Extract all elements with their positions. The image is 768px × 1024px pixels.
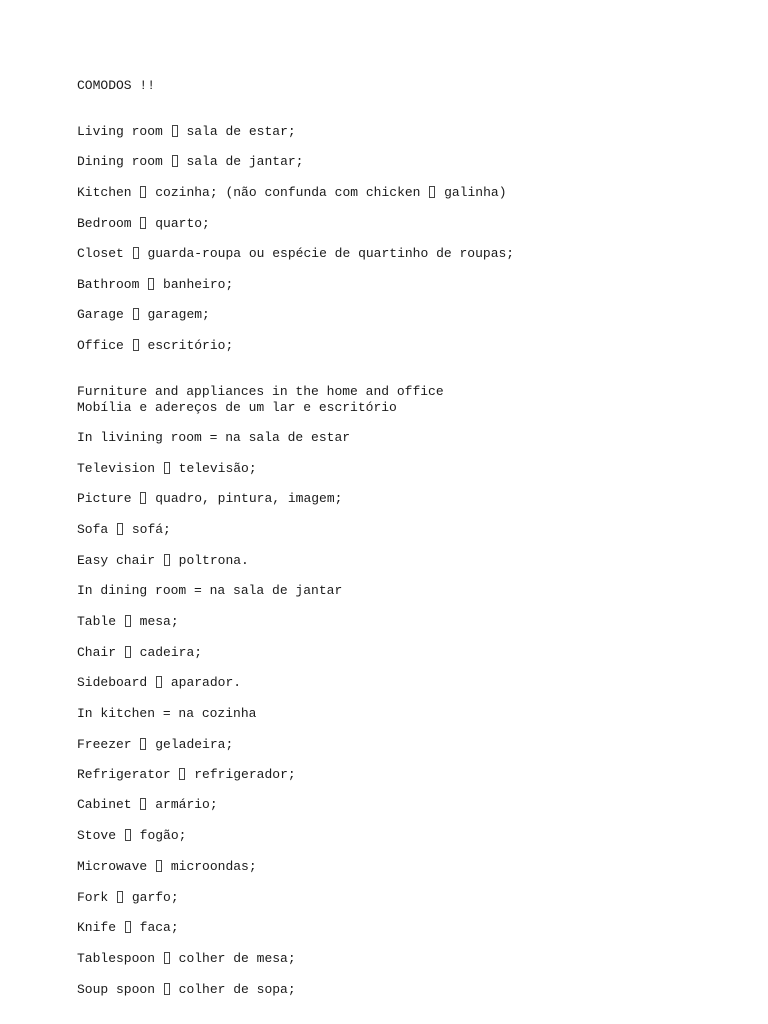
- vocab-line-bedroom: [77, 216, 210, 231]
- vocab-term: Sideboard: [77, 675, 148, 690]
- vocab-term: Closet: [77, 246, 124, 261]
- subsection-heading-dining-room: In dining room = na sala de jantar: [77, 583, 343, 598]
- vocab-translation: sala de jantar;: [186, 154, 304, 169]
- missing-glyph-icon: [172, 155, 178, 167]
- missing-glyph-icon: [117, 523, 123, 535]
- vocab-line-refrigerator: [77, 767, 296, 782]
- vocab-term: Microwave: [77, 859, 148, 874]
- vocab-term: Fork: [77, 890, 109, 905]
- missing-glyph-icon: [148, 278, 154, 290]
- vocab-translation: cadeira;: [139, 645, 203, 660]
- vocab-line-office: [77, 338, 233, 353]
- vocab-line-easy-chair: [77, 553, 249, 568]
- vocab-translation: colher de sopa;: [178, 982, 296, 997]
- vocab-line-sideboard: [77, 675, 241, 690]
- vocab-term: Cabinet: [77, 797, 132, 812]
- vocab-line-tablespoon: [77, 951, 296, 966]
- vocab-translation: guarda-roupa ou espécie de quartinho de roupas;: [147, 246, 515, 261]
- vocab-term: Stove: [77, 828, 117, 843]
- vocab-line-cabinet: [77, 797, 218, 812]
- section-heading-english: Furniture and appliances in the home and office: [77, 384, 444, 399]
- vocab-translation: cozinha; (não confunda com chicken: [155, 185, 429, 200]
- vocab-term: Television: [77, 461, 156, 476]
- vocab-line-fork: [77, 890, 179, 905]
- vocab-term: Freezer: [77, 737, 132, 752]
- vocab-translation: mesa;: [139, 614, 179, 629]
- vocab-translation: faca;: [139, 920, 179, 935]
- vocab-translation: armário;: [155, 797, 218, 812]
- vocab-line-picture: [77, 491, 342, 506]
- vocab-term: Chair: [77, 645, 117, 660]
- section-heading-portuguese: Mobília e adereços de um lar e escritório: [77, 400, 397, 415]
- vocab-line-table: [77, 614, 179, 629]
- vocab-term: Dining room: [77, 154, 163, 169]
- vocab-term: Soup spoon: [77, 982, 156, 997]
- subsection-heading-living-room: In livining room = na sala de estar: [77, 430, 351, 445]
- vocab-line-closet: [77, 246, 514, 261]
- missing-glyph-icon: [140, 186, 146, 198]
- vocab-term: Garage: [77, 307, 124, 322]
- missing-glyph-icon: [164, 462, 170, 474]
- missing-glyph-icon: [125, 615, 131, 627]
- vocab-translation: televisão;: [178, 461, 257, 476]
- vocab-line-television: [77, 461, 257, 476]
- vocab-term: Picture: [77, 491, 132, 506]
- subsection-heading-kitchen: In kitchen = na cozinha: [77, 706, 257, 721]
- vocab-line-knife: [77, 920, 179, 935]
- missing-glyph-icon: [133, 308, 139, 320]
- vocab-line-living-room: [77, 124, 296, 139]
- vocab-translation: sofá;: [131, 522, 171, 537]
- vocab-translation: colher de mesa;: [178, 951, 296, 966]
- vocab-translation: fogão;: [139, 828, 187, 843]
- vocab-translation: garagem;: [147, 307, 210, 322]
- vocab-term: Sofa: [77, 522, 109, 537]
- missing-glyph-icon: [172, 125, 178, 137]
- missing-glyph-icon: [125, 921, 131, 933]
- missing-glyph-icon: [164, 983, 170, 995]
- missing-glyph-icon: [140, 798, 146, 810]
- vocab-term: Bedroom: [77, 216, 132, 231]
- vocab-line-soup-spoon: [77, 982, 296, 997]
- vocab-term: Refrigerator: [77, 767, 171, 782]
- missing-glyph-icon: [179, 768, 185, 780]
- vocab-term: Tablespoon: [77, 951, 156, 966]
- vocab-line-stove: [77, 828, 186, 843]
- vocab-translation: escritório;: [147, 338, 234, 353]
- vocab-translation: refrigerador;: [194, 767, 296, 782]
- missing-glyph-icon: [133, 339, 139, 351]
- vocab-translation: quarto;: [155, 216, 210, 231]
- vocab-translation: banheiro;: [163, 277, 234, 292]
- missing-glyph-icon: [140, 217, 146, 229]
- page-title: COMODOS !!: [77, 78, 156, 93]
- vocab-term: Knife: [77, 920, 117, 935]
- vocab-translation: poltrona.: [178, 553, 249, 568]
- missing-glyph-icon: [140, 492, 146, 504]
- vocab-term: Easy chair: [77, 553, 156, 568]
- vocab-translation: geladeira;: [155, 737, 234, 752]
- missing-glyph-icon: [164, 952, 170, 964]
- vocab-line-chair: [77, 645, 202, 660]
- vocab-line-kitchen: [77, 185, 507, 200]
- vocab-line-freezer: [77, 737, 233, 752]
- missing-glyph-icon: [125, 646, 131, 658]
- vocab-term: Living room: [77, 124, 163, 139]
- missing-glyph-icon: [140, 738, 146, 750]
- vocab-term: Office: [77, 338, 124, 353]
- vocab-term: Kitchen: [77, 185, 132, 200]
- vocab-line-microwave: [77, 859, 257, 874]
- missing-glyph-icon: [164, 554, 170, 566]
- missing-glyph-icon: [125, 829, 131, 841]
- missing-glyph-icon: [133, 247, 139, 259]
- vocab-translation: garfo;: [131, 890, 179, 905]
- vocab-translation: quadro, pintura, imagem;: [155, 491, 343, 506]
- missing-glyph-icon: [156, 860, 162, 872]
- vocab-extra: galinha): [444, 185, 507, 200]
- vocab-line-dining-room: [77, 154, 303, 169]
- vocab-translation: aparador.: [170, 675, 242, 690]
- vocab-translation: sala de estar;: [186, 124, 296, 139]
- vocab-translation: microondas;: [170, 859, 257, 874]
- vocab-term: Bathroom: [77, 277, 140, 292]
- missing-glyph-icon: [117, 891, 123, 903]
- vocab-line-sofa: [77, 522, 171, 537]
- vocab-line-garage: [77, 307, 210, 322]
- vocab-line-bathroom: [77, 277, 233, 292]
- missing-glyph-icon: [156, 676, 162, 688]
- missing-glyph-icon: [429, 186, 435, 198]
- vocab-term: Table: [77, 614, 117, 629]
